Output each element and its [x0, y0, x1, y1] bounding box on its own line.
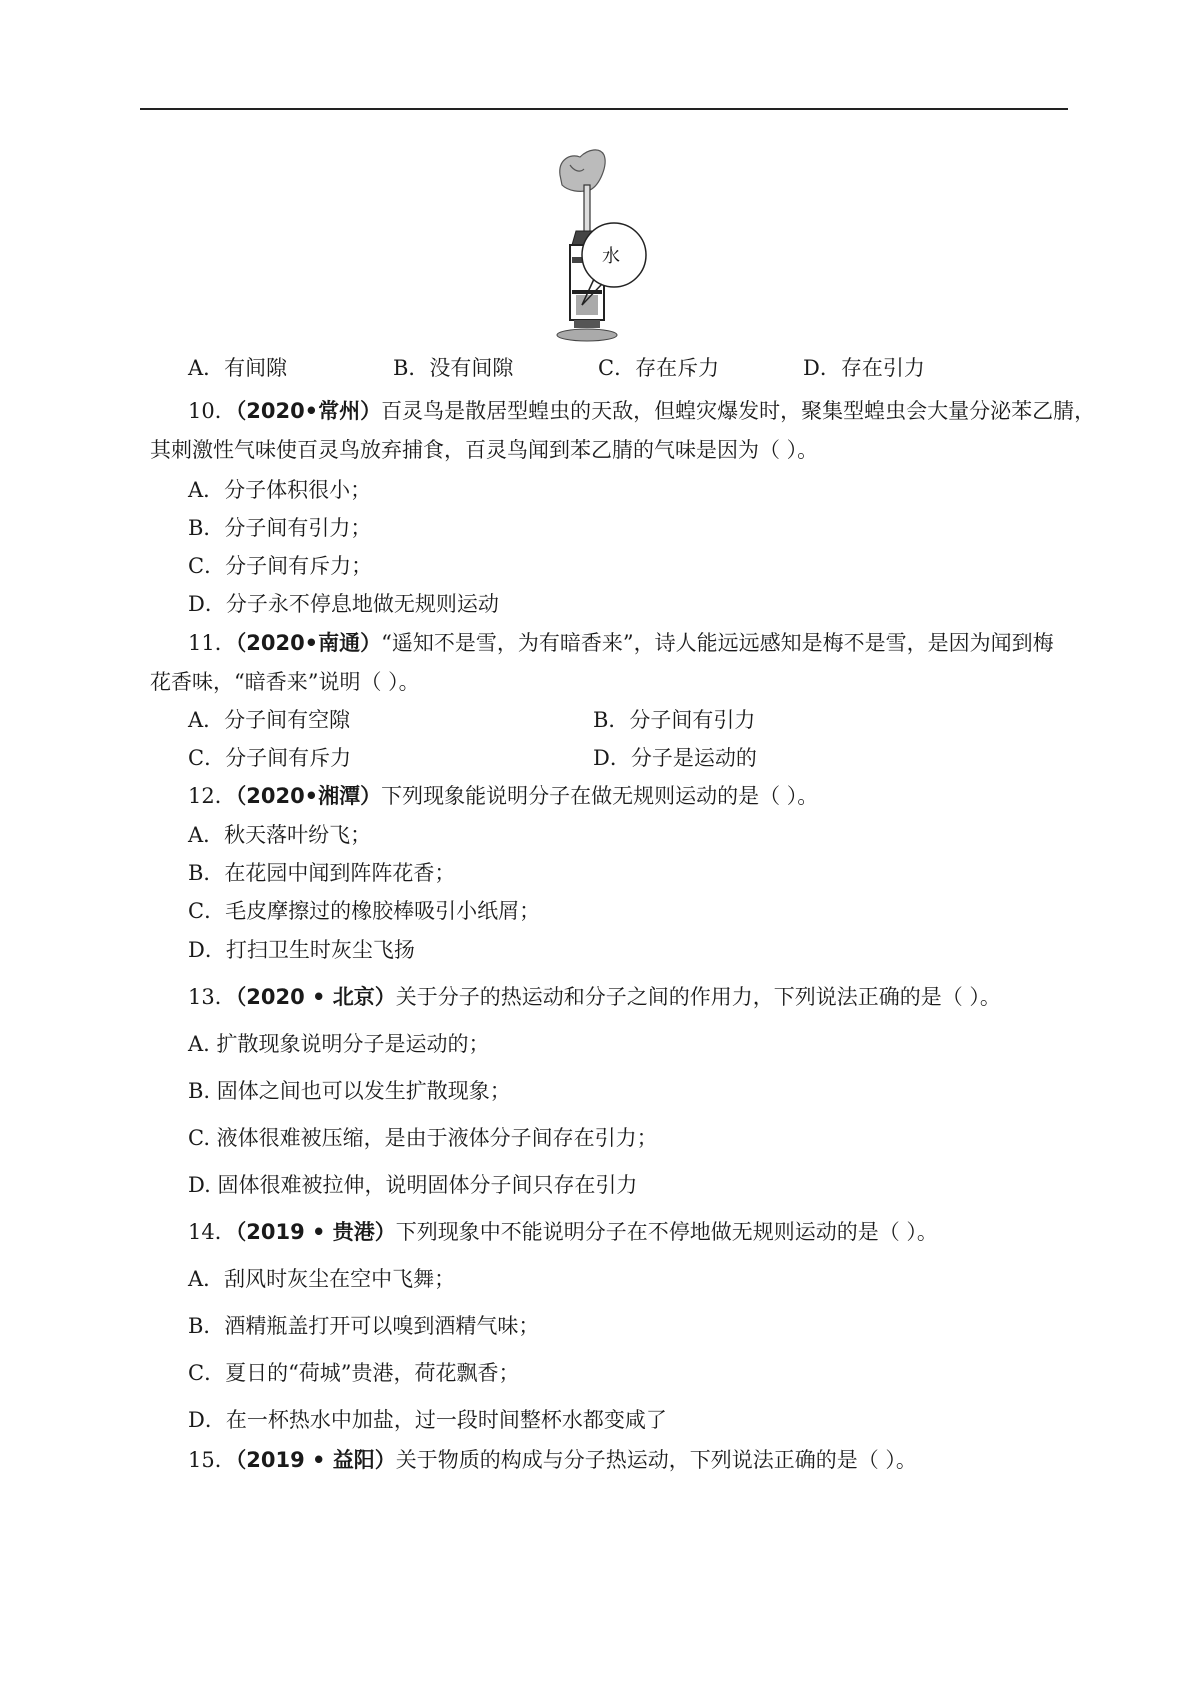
- q11-option-c: C．分子间有斥力: [188, 746, 352, 770]
- header-rule: [140, 108, 1068, 110]
- q14-option-d: D．在一杯热水中加盐，过一段时间整杯水都变咸了: [188, 1408, 667, 1432]
- q13-option-a: A. 扩散现象说明分子是运动的；: [188, 1032, 490, 1056]
- q11-stem-line2: 花香味，“暗香来”说明（ ）。: [150, 670, 420, 694]
- q11-option-d: D．分子是运动的: [593, 746, 757, 770]
- q14-option-a: A．刮风时灰尘在空中飞舞；: [188, 1267, 456, 1291]
- q10-source: （2020•常州）: [235, 399, 382, 423]
- q13-stem-line1: 关于分子的热运动和分子之间的作用力，下列说法正确的是（ ）。: [395, 985, 1001, 1009]
- q12-option-d: D．打扫卫生时灰尘飞扬: [188, 938, 415, 962]
- q14-number: 14．: [188, 1220, 236, 1244]
- q10-stem-line2: 其刺激性气味使百灵鸟放弃捕食，百灵鸟闻到苯乙腈的气味是因为（ ）。: [150, 438, 819, 462]
- q12-source: （2020•湘潭）: [235, 784, 382, 808]
- q13-option-c: C. 液体很难被压缩，是由于液体分子间存在引力；: [188, 1126, 658, 1150]
- q11-source: （2020•南通）: [235, 631, 382, 655]
- q10-option-c: C．分子间有斥力；: [188, 554, 373, 578]
- syringe-diagram: [540, 145, 740, 375]
- q14-option-c: C．夏日的“荷城”贵港，荷花飘香；: [188, 1361, 520, 1385]
- q12-option-a: A．秋天落叶纷飞；: [188, 823, 372, 847]
- q13-number: 13．: [188, 985, 236, 1009]
- q13-option-d: D. 固体很难被拉伸，说明固体分子间只存在引力: [188, 1173, 638, 1197]
- q10-stem-line1: 百灵鸟是散居型蝗虫的天敌，但蝗灾爆发时，聚集型蝗虫会大量分泌苯乙腈，: [381, 399, 1096, 423]
- q11-stem: [188, 629, 1054, 657]
- q9-option-a: A．有间隙: [188, 356, 288, 380]
- q11-option-a: A．分子间有空隙: [188, 708, 351, 732]
- q11-option-b: B．分子间有引力: [593, 708, 756, 732]
- q12-stem: [188, 782, 818, 810]
- q13-option-b: B. 固体之间也可以发生扩散现象；: [188, 1079, 511, 1103]
- q14-option-b: B．酒精瓶盖打开可以嗅到酒精气味；: [188, 1314, 540, 1338]
- q12-option-c: C．毛皮摩擦过的橡胶棒吸引小纸屑；: [188, 899, 541, 923]
- q15-number: 15．: [188, 1448, 236, 1472]
- q15-source: （2019 • 益阳）: [235, 1448, 396, 1472]
- q13-stem: [188, 983, 1001, 1011]
- q10-number: 10．: [188, 399, 236, 423]
- q12-number: 12．: [188, 784, 236, 808]
- q9-options: [188, 354, 925, 382]
- q12-option-b: B．在花园中闻到阵阵花香；: [188, 861, 456, 885]
- q10-option-d: D．分子永不停息地做无规则运动: [188, 592, 499, 616]
- q11-options-row2: [188, 744, 757, 772]
- q15-stem-line1: 关于物质的构成与分子热运动，下列说法正确的是（ ）。: [395, 1448, 917, 1472]
- q14-source: （2019 • 贵港）: [235, 1220, 396, 1244]
- q11-options-row1: [188, 706, 755, 734]
- q9-option-d: D．存在引力: [803, 356, 925, 380]
- q15-stem: [188, 1446, 917, 1474]
- q11-stem-line1: “遥知不是雪，为有暗香来”，诗人能远远感知是梅不是雪，是因为闻到梅: [381, 631, 1054, 655]
- q10-stem: [188, 397, 1095, 425]
- figure-label: 水: [602, 246, 620, 267]
- q14-stem: [188, 1218, 938, 1246]
- q11-number: 11．: [188, 631, 236, 655]
- q9-option-b: B．没有间隙: [393, 356, 514, 380]
- q13-source: （2020 • 北京）: [235, 985, 396, 1009]
- q14-stem-line1: 下列现象中不能说明分子在不停地做无规则运动的是（ ）。: [395, 1220, 938, 1244]
- q10-option-b: B．分子间有引力；: [188, 516, 372, 540]
- q12-stem-line1: 下列现象能说明分子在做无规则运动的是（ ）。: [381, 784, 819, 808]
- q10-option-a: A．分子体积很小；: [188, 478, 372, 502]
- q9-option-c: C．存在斥力: [598, 356, 720, 380]
